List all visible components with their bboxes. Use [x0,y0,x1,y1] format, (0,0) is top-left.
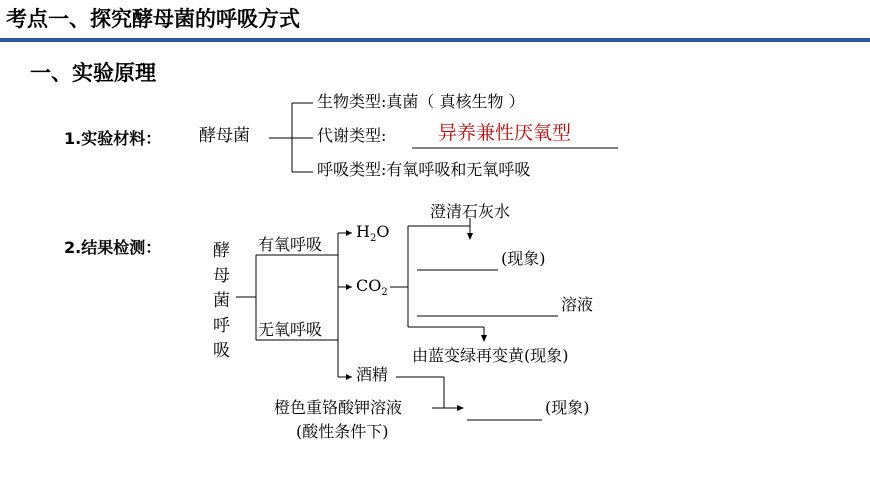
aerobic-label: 有氧呼吸 [258,235,323,254]
row-key: 生物类型 [317,92,382,111]
row-sep: : [381,160,387,179]
anaerobic-label: 无氧呼吸 [258,320,323,339]
row-key: 代谢类型 [317,126,382,145]
co2-label: $CO_2$ [356,276,388,299]
organism-char-5: 吸 [213,341,230,361]
limewater-label: 澄清石灰水 [430,202,511,221]
color-change-label: 由蓝变绿再变黄(现象) [412,346,569,365]
materials-label: 1.实验材料： [64,129,162,148]
detection-label: 2.结果检测： [64,238,162,257]
organism-char-3: 菌 [213,291,230,311]
condition-label: (酸性条件下) [296,422,389,441]
row-value: 真菌（ 真核生物 ） [386,92,525,111]
row-key: 呼吸类型 [317,160,382,179]
row-sep: : [381,92,387,111]
dichromate-label: 橙色重铬酸钾溶液 [274,398,403,417]
phenomenon-1: (现象) [501,249,546,268]
section-title: 一、实验原理 [30,61,156,85]
row-sep: : [381,126,387,145]
alcohol-label: 酒精 [356,365,389,384]
organism-char-2: 母 [213,266,230,286]
phenomenon-2: (现象) [545,398,590,417]
organism-char-4: 呼 [213,316,230,336]
organism-char-1: 酵 [213,241,230,261]
metabolism-answer: 异养兼性厌氧型 [438,122,572,144]
organism-label: 酵母菌 [199,126,250,146]
page-title: 考点一、探究酵母菌的呼吸方式 [6,7,300,31]
solution-label: 溶液 [561,295,594,314]
row-value: 有氧呼吸和无氧呼吸 [386,160,531,179]
h2o-label: $H_2O$ [356,222,390,245]
